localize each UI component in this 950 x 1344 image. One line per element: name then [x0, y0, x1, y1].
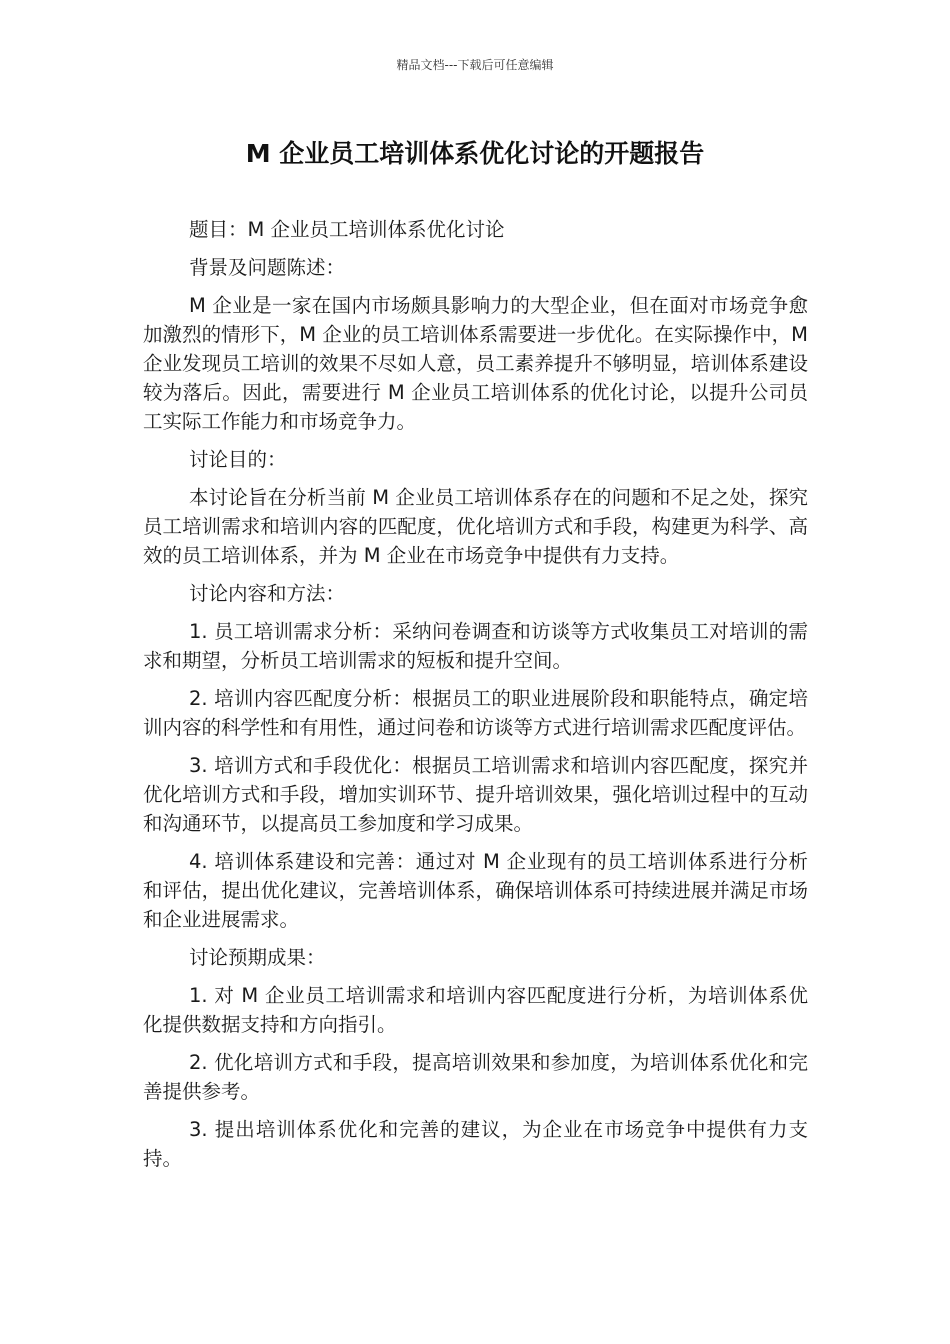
list-item-result-2: 2. 优化培训方式和手段，提高培训效果和参加度，为培训体系优化和完善提供参考。 — [143, 1051, 808, 1103]
section-heading-content-methods: 讨论内容和方法： — [189, 582, 346, 605]
document-body — [143, 215, 808, 1182]
document-title: M 企业员工培训体系优化讨论的开题报告 — [245, 139, 705, 168]
page-header-note: 精品文档---下载后可任意编辑 — [396, 58, 554, 72]
list-item-method-3: 3. 培训方式和手段优化：根据员工培训需求和培训内容匹配度，探究并优化培训方式和手段，增加实训环节、提升培训效果，强化培训过程中的互动和沟通环节，以提高员工参加度和学习成果。 — [143, 754, 808, 835]
list-item-method-1: 1. 员工培训需求分析：采纳问卷调查和访谈等方式收集员工对培训的需求和期望，分析员工培训需求的短板和提升空间。 — [143, 620, 808, 672]
paragraph-background: M 企业是一家在国内市场颇具影响力的大型企业，但在面对市场竞争愈加激烈的情形下，M 企业的员工培训体系需要进一步优化。在实际操作中，M 企业发现员工培训的效果不尽如人意，员工素养提升不够明显，培训体系建设较为落后。因此，需要进行 M 企业员工培训体系的优化讨论，以提升公司员工实际工作能力和市场竞争力。 — [143, 294, 808, 433]
section-heading-expected-results: 讨论预期成果： — [189, 946, 326, 969]
list-item-method-2: 2. 培训内容匹配度分析：根据员工的职业进展阶段和职能特点，确定培训内容的科学性和有用性，通过问卷和访谈等方式进行培训需求匹配度评估。 — [143, 687, 808, 739]
paragraph-topic: 题目：M 企业员工培训体系优化讨论 — [189, 218, 505, 241]
list-item-method-4: 4. 培训体系建设和完善：通过对 M 企业现有的员工培训体系进行分析和评估，提出优化建议，完善培训体系，确保培训体系可持续进展并满足市场和企业进展需求。 — [143, 850, 808, 931]
section-heading-background: 背景及问题陈述： — [189, 256, 346, 279]
paragraph-purpose: 本讨论旨在分析当前 M 企业员工培训体系存在的问题和不足之处，探究员工培训需求和培训内容的匹配度，优化培训方式和手段，构建更为科学、高效的员工培训体系，并为 M 企业在市场竞争中提供有力支持。 — [143, 486, 808, 567]
list-item-result-1: 1. 对 M 企业员工培训需求和培训内容匹配度进行分析，为培训体系优化提供数据支持和方向指引。 — [143, 984, 808, 1036]
section-heading-purpose: 讨论目的： — [189, 448, 287, 471]
list-item-result-3: 3. 提出培训体系优化和完善的建议，为企业在市场竞争中提供有力支持。 — [143, 1118, 808, 1170]
